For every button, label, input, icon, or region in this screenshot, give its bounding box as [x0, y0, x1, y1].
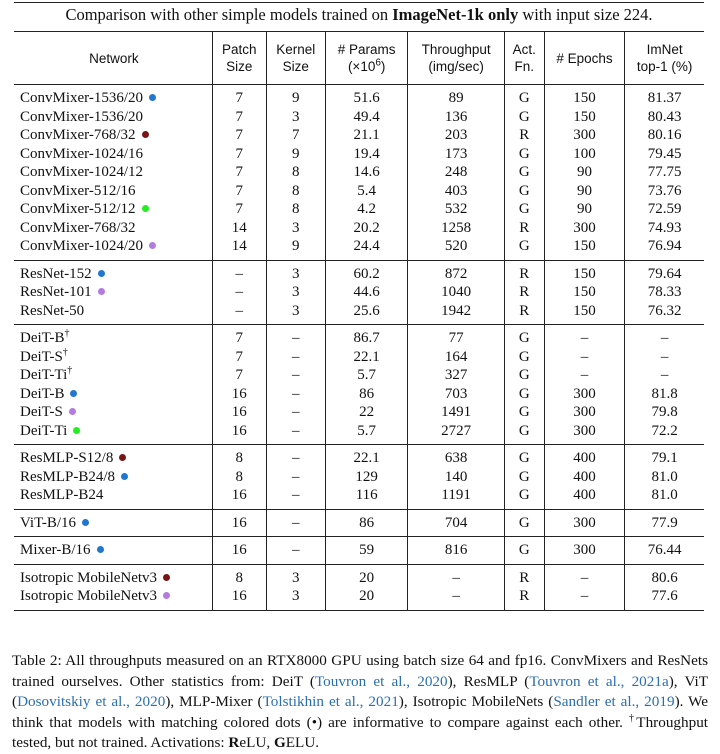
cell-epochs: 90 — [544, 200, 625, 219]
cell-network — [14, 325, 212, 348]
citation-link[interactable]: Touvron et al., 2021a — [529, 672, 669, 690]
purple-dot-icon — [163, 592, 170, 599]
cell-epochs: 150 — [544, 260, 625, 283]
cell-throughput: 1491 — [408, 403, 504, 422]
table-row — [14, 422, 704, 445]
cell-params: 22.1 — [325, 445, 407, 468]
cell-patch-size: 7 — [212, 145, 266, 164]
table-row — [14, 486, 704, 509]
network-name: Mixer-B/16 — [20, 542, 91, 558]
cell-kernel-size: 3 — [266, 260, 325, 283]
cell-act-fn: G — [504, 108, 544, 127]
cell-epochs: – — [544, 564, 625, 587]
cell-params: 25.6 — [325, 302, 407, 325]
table-row — [14, 468, 704, 487]
cell-top1: 77.75 — [625, 163, 704, 182]
table-row — [14, 445, 704, 468]
cell-network — [14, 182, 212, 201]
cell-kernel-size: 3 — [266, 302, 325, 325]
cell-patch-size: 7 — [212, 126, 266, 145]
cell-act-fn: G — [504, 325, 544, 348]
citation-link[interactable]: Dosovitskiy et al., 2020 — [17, 693, 166, 710]
cell-params: 22 — [325, 403, 407, 422]
cell-params: 20 — [325, 587, 407, 610]
table-row — [14, 564, 704, 587]
cell-epochs: 300 — [544, 126, 625, 145]
col-patch-size: Patch Size — [212, 32, 266, 85]
cell-params: 59 — [325, 537, 407, 565]
table-row — [14, 385, 704, 404]
citation-link[interactable]: Touvron et al., 2020 — [314, 672, 448, 690]
cell-network — [14, 366, 212, 385]
cell-params: 5.7 — [325, 366, 407, 385]
cell-network — [14, 108, 212, 127]
cell-top1: – — [625, 325, 704, 348]
table-row — [14, 237, 704, 260]
cell-network — [14, 403, 212, 422]
heading-text-end: with input size 224. — [518, 5, 653, 24]
col-params: # Params $(\times 10^6)$ — [325, 32, 407, 85]
cell-network — [14, 587, 212, 610]
cell-params: 14.6 — [325, 163, 407, 182]
cell-top1: 81.8 — [625, 385, 704, 404]
table-heading — [14, 3, 704, 27]
table-row — [14, 163, 704, 182]
cell-patch-size: 14 — [212, 219, 266, 238]
cell-params: 24.4 — [325, 237, 407, 260]
table-row — [14, 366, 704, 385]
cell-top1: 80.6 — [625, 564, 704, 587]
table-group — [14, 564, 704, 610]
table-row — [14, 260, 704, 283]
cell-kernel-size: 8 — [266, 163, 325, 182]
table-row — [14, 85, 704, 108]
cell-act-fn: R — [504, 260, 544, 283]
cell-act-fn: R — [504, 283, 544, 302]
network-name: ConvMixer-512/12 — [20, 201, 136, 217]
table-row — [14, 403, 704, 422]
network-name: ConvMixer-512/16 — [20, 182, 136, 199]
network-name: Isotropic MobileNetv3 — [20, 588, 158, 604]
cell-kernel-size: – — [266, 325, 325, 348]
cell-epochs: 150 — [544, 237, 625, 260]
cell-epochs: 300 — [544, 219, 625, 238]
cell-act-fn: G — [504, 85, 544, 108]
cell-params: 20 — [325, 564, 407, 587]
cell-network — [14, 145, 212, 164]
cell-act-fn: G — [504, 486, 544, 509]
cell-epochs: 300 — [544, 403, 625, 422]
cell-throughput: – — [408, 564, 504, 587]
cell-act-fn: R — [504, 126, 544, 145]
cell-kernel-size: – — [266, 366, 325, 385]
cell-network — [14, 348, 212, 367]
cell-epochs: 300 — [544, 422, 625, 445]
table-row — [14, 537, 704, 565]
cell-params: 49.4 — [325, 108, 407, 127]
cell-patch-size: – — [212, 283, 266, 302]
cell-epochs: 400 — [544, 445, 625, 468]
cell-patch-size: 7 — [212, 85, 266, 108]
cell-patch-size: – — [212, 302, 266, 325]
cell-patch-size: 16 — [212, 486, 266, 509]
cell-epochs: 300 — [544, 537, 625, 565]
network-name: ConvMixer-1024/16 — [20, 145, 144, 162]
network-name: Isotropic MobileNetv3 — [20, 569, 158, 586]
cell-kernel-size: 7 — [266, 126, 325, 145]
cell-params: 4.2 — [325, 200, 407, 219]
cell-network — [14, 468, 212, 487]
heading-emphasis: ImageNet-1k only — [392, 5, 519, 24]
table-row — [14, 348, 704, 367]
col-kernel-size: Kernel Size — [266, 32, 325, 85]
cell-act-fn: G — [504, 445, 544, 468]
cell-top1: 76.94 — [625, 237, 704, 260]
network-name: DeiT-Ti — [20, 367, 68, 383]
cell-act-fn: G — [504, 468, 544, 487]
dagger-mark: † — [67, 365, 73, 376]
cell-epochs: 400 — [544, 468, 625, 487]
cell-params: 22.1 — [325, 348, 407, 367]
cell-patch-size: 7 — [212, 182, 266, 201]
cell-params: 21.1 — [325, 126, 407, 145]
cell-top1: 79.1 — [625, 445, 704, 468]
cell-top1: 74.93 — [625, 219, 704, 238]
cell-kernel-size: – — [266, 468, 325, 487]
comparison-table — [14, 31, 704, 611]
cell-kernel-size: 3 — [266, 283, 325, 302]
cell-network — [14, 200, 212, 219]
cell-epochs: – — [544, 587, 625, 610]
heading-text: Comparison with other simple models trained on — [65, 5, 393, 24]
cell-act-fn: G — [504, 537, 544, 565]
table-row — [14, 219, 704, 238]
cell-network — [14, 564, 212, 587]
cell-network — [14, 537, 212, 565]
cell-top1: 80.16 — [625, 126, 704, 145]
cell-top1: 73.76 — [625, 182, 704, 201]
table-row — [14, 182, 704, 201]
table-group — [14, 325, 704, 445]
cell-kernel-size: – — [266, 403, 325, 422]
cell-params: 44.6 — [325, 283, 407, 302]
cell-network — [14, 445, 212, 468]
cell-epochs: – — [544, 348, 625, 367]
table-row — [14, 200, 704, 219]
network-name: ConvMixer-1024/12 — [20, 164, 144, 180]
cell-throughput: 638 — [408, 445, 504, 468]
green-dot-icon — [142, 205, 149, 212]
cell-throughput: 1040 — [408, 283, 504, 302]
network-name: ConvMixer-1024/20 — [20, 238, 144, 254]
network-name: DeiT-Ti — [20, 422, 68, 439]
cell-params: 129 — [325, 468, 407, 487]
cell-kernel-size: – — [266, 385, 325, 404]
cell-network — [14, 486, 212, 509]
cell-throughput: 203 — [408, 126, 504, 145]
cell-patch-size: 8 — [212, 445, 266, 468]
cell-throughput: 327 — [408, 366, 504, 385]
network-name: ConvMixer-1536/20 — [20, 108, 144, 125]
cell-act-fn: R — [504, 302, 544, 325]
cell-params: 86.7 — [325, 325, 407, 348]
col-top1: ImNet top-1 (%) — [625, 32, 704, 85]
network-name: ResNet-101 — [20, 284, 92, 300]
blue-dot-icon — [149, 94, 156, 101]
col-throughput: Throughput (img/sec) — [408, 32, 504, 85]
cell-patch-size: 16 — [212, 587, 266, 610]
network-name: ResNet-50 — [20, 302, 85, 319]
cell-kernel-size: 3 — [266, 108, 325, 127]
table-group — [14, 260, 704, 325]
cell-epochs: 150 — [544, 108, 625, 127]
cell-params: 116 — [325, 486, 407, 509]
cell-throughput: 703 — [408, 385, 504, 404]
cell-kernel-size: – — [266, 509, 325, 537]
table-row — [14, 108, 704, 127]
network-name: ResMLP-B24 — [20, 487, 104, 503]
cell-kernel-size: – — [266, 348, 325, 367]
cell-throughput: 89 — [408, 85, 504, 108]
col-network: Network — [89, 50, 139, 66]
table-group — [14, 509, 704, 537]
cell-act-fn: G — [504, 163, 544, 182]
blue-dot-icon — [82, 519, 89, 526]
network-name: DeiT-S — [20, 404, 63, 420]
cell-network — [14, 385, 212, 404]
cell-top1: 76.44 — [625, 537, 704, 565]
cell-kernel-size: – — [266, 537, 325, 565]
cell-kernel-size: 9 — [266, 85, 325, 108]
dagger-mark: † — [62, 346, 68, 358]
cell-epochs: 300 — [544, 509, 625, 537]
cell-act-fn: G — [504, 366, 544, 385]
citation-link[interactable]: Sandler et al., 2019 — [553, 693, 675, 710]
cell-network — [14, 283, 212, 302]
cell-act-fn: R — [504, 219, 544, 238]
cell-params: 19.4 — [325, 145, 407, 164]
cell-kernel-size: 3 — [266, 219, 325, 238]
cell-throughput: 77 — [408, 325, 504, 348]
purple-dot-icon — [69, 408, 76, 415]
cell-throughput: 2727 — [408, 422, 504, 445]
network-name: ResMLP-B24/8 — [20, 468, 116, 485]
header-row — [14, 32, 704, 85]
cell-params: 86 — [325, 509, 407, 537]
cell-throughput: 872 — [408, 260, 504, 283]
cell-throughput: – — [408, 587, 504, 610]
cell-top1: – — [625, 348, 704, 367]
cell-throughput: 140 — [408, 468, 504, 487]
table-row — [14, 145, 704, 164]
cell-throughput: 520 — [408, 237, 504, 260]
cell-top1: 72.2 — [625, 422, 704, 445]
cell-epochs: 150 — [544, 85, 625, 108]
cell-params: 60.2 — [325, 260, 407, 283]
purple-dot-icon — [98, 288, 105, 295]
table-row — [14, 587, 704, 610]
cell-epochs: 100 — [544, 145, 625, 164]
dagger-mark: † — [629, 712, 637, 724]
cell-params: 51.6 — [325, 85, 407, 108]
cell-act-fn: G — [504, 385, 544, 404]
cell-network — [14, 302, 212, 325]
maroon-dot-icon — [119, 454, 126, 461]
cell-act-fn: G — [504, 237, 544, 260]
cell-throughput: 164 — [408, 348, 504, 367]
cell-throughput: 532 — [408, 200, 504, 219]
cell-patch-size: 14 — [212, 237, 266, 260]
cell-kernel-size: 8 — [266, 182, 325, 201]
cell-kernel-size: – — [266, 445, 325, 468]
cell-act-fn: G — [504, 145, 544, 164]
table-group — [14, 445, 704, 510]
network-name: ViT-B/16 — [20, 514, 77, 531]
cell-top1: 81.0 — [625, 486, 704, 509]
table-row — [14, 325, 704, 348]
cell-patch-size: 7 — [212, 366, 266, 385]
cell-throughput: 403 — [408, 182, 504, 201]
col-epochs: # Epochs — [544, 32, 625, 85]
network-name: DeiT-S — [20, 348, 63, 365]
network-name: ResMLP-S12/8 — [20, 450, 114, 466]
purple-dot-icon — [149, 242, 156, 249]
cell-network — [14, 237, 212, 260]
cell-epochs: 150 — [544, 283, 625, 302]
cell-network — [14, 126, 212, 145]
cell-network — [14, 509, 212, 537]
blue-dot-icon — [70, 390, 77, 397]
cell-top1: – — [625, 366, 704, 385]
network-name: DeiT-B — [20, 330, 65, 346]
cell-network — [14, 422, 212, 445]
cell-patch-size: 16 — [212, 403, 266, 422]
cell-top1: 81.37 — [625, 85, 704, 108]
cell-patch-size: 7 — [212, 325, 266, 348]
maroon-dot-icon — [163, 574, 170, 581]
network-name: ConvMixer-768/32 — [20, 219, 136, 236]
network-name: ResNet-152 — [20, 265, 92, 282]
cell-top1: 81.0 — [625, 468, 704, 487]
cell-epochs: 150 — [544, 302, 625, 325]
table-row — [14, 509, 704, 537]
cell-throughput: 1258 — [408, 219, 504, 238]
cell-throughput: 816 — [408, 537, 504, 565]
cell-act-fn: R — [504, 564, 544, 587]
table-caption: Table 2: All throughputs measured on an RTX8000 GPU using batch size 64 and fp16. ConvMixers and ResNets trained ourselves. Other statistics from: DeiT (Touvron et al., 2020), ResMLP (Touvron et al., 2021a), ViT (Dosovitskiy et al., 2020), MLP-Mixer (Tolstikhin et al., 2021), Isotropic MobileNets (Sandler et al., 2019). We think that models with matching colored dots (•) are informative to compare against each other. †Throughput tested, but not trained. Activations: ReLU, GELU. — [12, 652, 709, 751]
table-row — [14, 126, 704, 145]
cell-act-fn: G — [504, 348, 544, 367]
network-name: DeiT-B — [20, 385, 65, 402]
cell-params: 20.2 — [325, 219, 407, 238]
blue-dot-icon — [98, 270, 105, 277]
table-row — [14, 302, 704, 325]
cell-throughput: 1942 — [408, 302, 504, 325]
maroon-dot-icon — [142, 131, 149, 138]
cell-params: 5.4 — [325, 182, 407, 201]
green-dot-icon — [73, 427, 80, 434]
cell-top1: 76.32 — [625, 302, 704, 325]
table-group — [14, 537, 704, 565]
cell-network — [14, 85, 212, 108]
cell-patch-size: 16 — [212, 509, 266, 537]
cell-epochs: – — [544, 366, 625, 385]
cell-throughput: 136 — [408, 108, 504, 127]
cell-patch-size: – — [212, 260, 266, 283]
cell-throughput: 1191 — [408, 486, 504, 509]
cell-network — [14, 163, 212, 182]
cell-epochs: – — [544, 325, 625, 348]
cell-patch-size: 7 — [212, 200, 266, 219]
cell-kernel-size: 9 — [266, 145, 325, 164]
cell-epochs: 90 — [544, 163, 625, 182]
cell-top1: 78.33 — [625, 283, 704, 302]
cell-patch-size: 16 — [212, 537, 266, 565]
col-act-fn: Act. Fn. — [504, 32, 544, 85]
cell-act-fn: G — [504, 509, 544, 537]
cell-patch-size: 7 — [212, 348, 266, 367]
cell-act-fn: G — [504, 422, 544, 445]
cell-act-fn: G — [504, 182, 544, 201]
cell-top1: 77.9 — [625, 509, 704, 537]
cell-act-fn: G — [504, 200, 544, 219]
cell-kernel-size: – — [266, 422, 325, 445]
cell-kernel-size: 3 — [266, 587, 325, 610]
cell-network — [14, 260, 212, 283]
table-group — [14, 85, 704, 261]
cell-act-fn: R — [504, 587, 544, 610]
cell-patch-size: 7 — [212, 108, 266, 127]
cell-patch-size: 16 — [212, 422, 266, 445]
cell-params: 5.7 — [325, 422, 407, 445]
cell-epochs: 300 — [544, 385, 625, 404]
cell-top1: 77.6 — [625, 587, 704, 610]
network-name: ConvMixer-1536/20 — [20, 90, 144, 106]
cell-top1: 80.43 — [625, 108, 704, 127]
cell-patch-size: 8 — [212, 468, 266, 487]
cell-top1: 79.64 — [625, 260, 704, 283]
dagger-mark: † — [64, 328, 70, 339]
cell-throughput: 173 — [408, 145, 504, 164]
cell-network — [14, 219, 212, 238]
table-row — [14, 283, 704, 302]
cell-kernel-size: 8 — [266, 200, 325, 219]
cell-kernel-size: – — [266, 486, 325, 509]
network-name: ConvMixer-768/32 — [20, 127, 136, 143]
cell-throughput: 704 — [408, 509, 504, 537]
cell-act-fn: G — [504, 403, 544, 422]
cell-top1: 79.45 — [625, 145, 704, 164]
cell-epochs: 90 — [544, 182, 625, 201]
cell-epochs: 400 — [544, 486, 625, 509]
cell-throughput: 248 — [408, 163, 504, 182]
citation-link[interactable]: Tolstikhin et al., 2021 — [262, 693, 399, 710]
cell-kernel-size: 3 — [266, 564, 325, 587]
cell-top1: 79.8 — [625, 403, 704, 422]
cell-params: 86 — [325, 385, 407, 404]
cell-patch-size: 8 — [212, 564, 266, 587]
cell-patch-size: 7 — [212, 163, 266, 182]
cell-top1: 72.59 — [625, 200, 704, 219]
blue-dot-icon — [121, 473, 128, 480]
cell-kernel-size: 9 — [266, 237, 325, 260]
blue-dot-icon — [97, 546, 104, 553]
cell-patch-size: 16 — [212, 385, 266, 404]
